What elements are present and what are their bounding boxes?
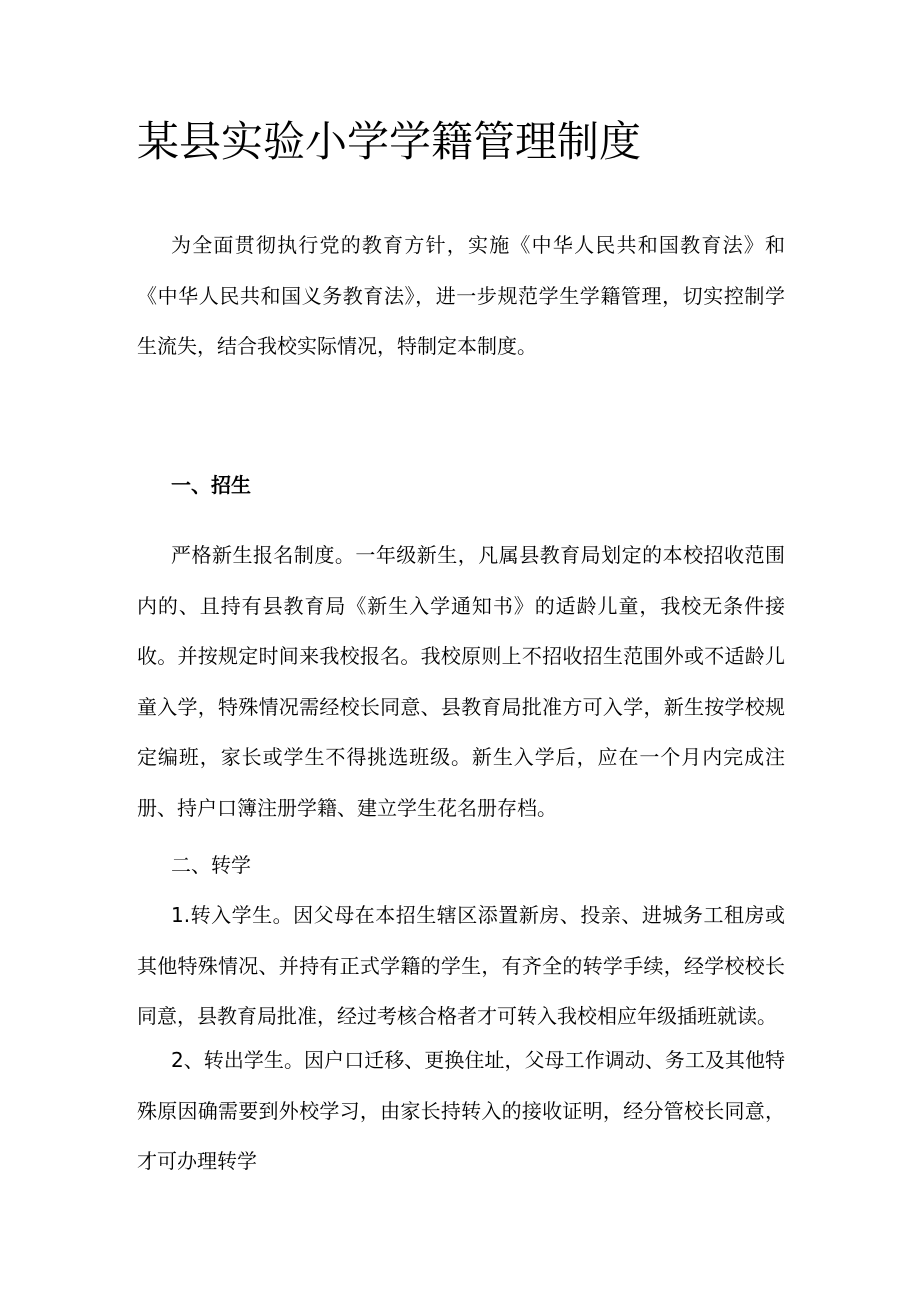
transfer-in-paragraph: 1.转入学生。因父母在本招生辖区添置新房、投亲、进城务工租房或其他特殊情况、并持有正式学籍的学生，有齐全的转学手续，经学校校长同意，县教育局批准，经过考核合格者才可转入我校相应年级插班就读。 (137, 903, 785, 1028)
transfer-out-paragraph: 2、转出学生。因户口迁移、更换住址，父母工作调动、务工及其他特殊原因确需要到外校学习，由家长持转入的接收证明，经分管校长同意，才可办理转学 (137, 1048, 785, 1173)
section-heading-enrollment: 一、招生 (171, 473, 251, 497)
section-heading-transfer: 二、转学 (171, 853, 251, 877)
document-title: 某县实验小学学籍管理制度 (137, 117, 642, 166)
enrollment-paragraph: 严格新生报名制度。一年级新生，凡属县教育局划定的本校招收范围内的、且持有县教育局《新生入学通知书》的适龄儿童，我校无条件接收。并按规定时间来我校报名。我校原则上不招收招生范围外或不适龄儿童入学，特殊情况需经校长同意、县教育局批准方可入学，新生按学校规定编班，家长或学生不得挑选班级。新生入学后，应在一个月内完成注册、持户口簿注册学籍、建立学生花名册存档。 (137, 543, 785, 820)
intro-paragraph: 为全面贯彻执行党的教育方针，实施《中华人民共和国教育法》和《中华人民共和国义务教育法》，进一步规范学生学籍管理，切实控制学生流失，结合我校实际情况，特制定本制度。 (137, 233, 785, 358)
